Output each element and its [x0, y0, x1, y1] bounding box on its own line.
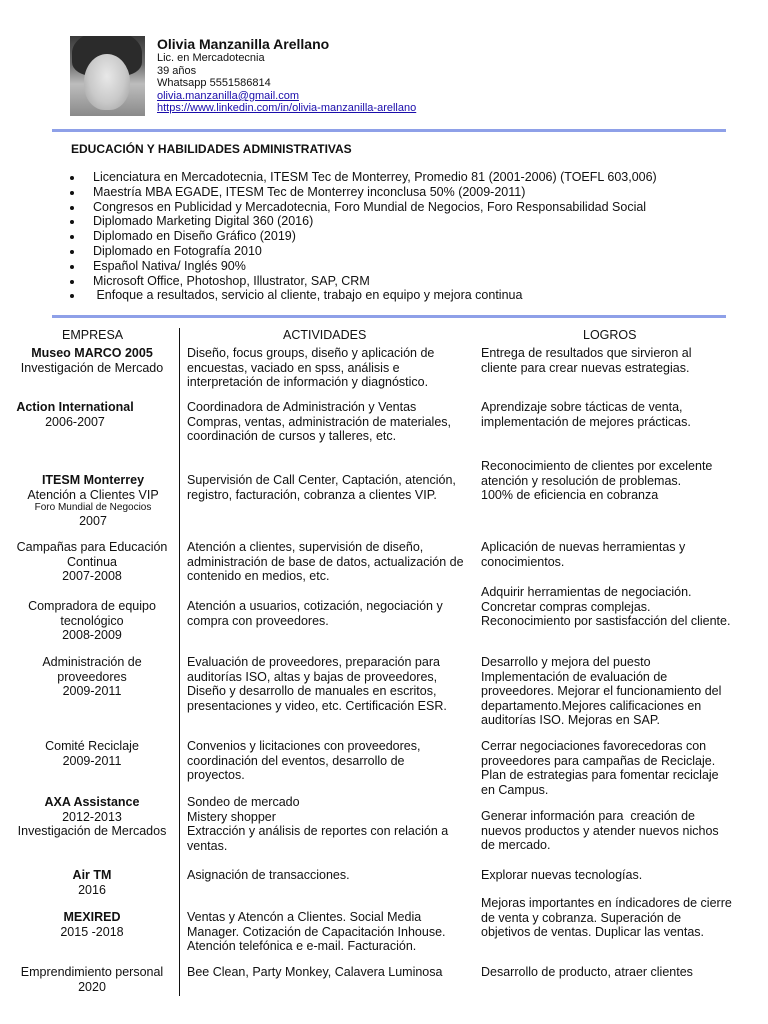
table-row-actividades: Sondeo de mercado Mistery shopper Extracción y análisis de reportes con relación a ventas.: [187, 795, 449, 853]
table-row-actividades: Bee Clean, Party Monkey, Calavera Luminosa: [187, 965, 443, 979]
list-item: Diplomado en Diseño Gráfico (2019): [70, 229, 657, 244]
list-item: Diplomado Marketing Digital 360 (2016): [70, 214, 657, 229]
list-item: Microsoft Office, Photoshop, Illustrator, SAP, CRM: [70, 274, 657, 289]
divider: [52, 315, 726, 318]
table-row-empresa: Administración de proveedores 2009-2011: [42, 655, 142, 698]
table-row-actividades: Ventas y Atencón a Clientes. Social Media Manager. Cotización de Capacitación Inhouse. Atención telefónica e e-mail. Facturación.: [187, 910, 446, 953]
table-row-empresa: ITESM Monterrey Atención a Clientes VIP Foro Mundial de Negocios 2007: [27, 473, 159, 528]
list-item: Congresos en Publicidad y Mercadotecnia, Foro Mundial de Negocios, Foro Responsabilidad Social: [70, 200, 657, 215]
degree: Lic. en Mercadotecnia: [157, 52, 265, 64]
table-row-actividades: Evaluación de proveedores, preparación para auditorías ISO, altas y bajas de proveedores, Diseño y desarrollo de manuales en escritos, presentaciones y video, etc. Certificación ESR.: [187, 655, 447, 713]
table-row-actividades: Atención a clientes, supervisión de diseño, administración de base de datos, actualización de contenido en medios, etc.: [187, 540, 464, 583]
table-row-logros: Aprendizaje sobre tácticas de venta, implementación de mejores prácticas.: [481, 400, 691, 429]
table-row-empresa: Emprendimiento personal 2020: [20, 965, 164, 994]
table-row-empresa: Museo MARCO 2005 Investigación de Mercado: [20, 346, 164, 375]
table-row-logros: Generar información para creación de nuevos productos y atender nuevos nichos de mercado.: [481, 809, 719, 852]
table-row-logros: Entrega de resultados que sirvieron al cliente para crear nuevas estrategias.: [481, 346, 692, 375]
table-row-logros: Reconocimiento de clientes por excelente atención y resolución de problemas. 100% de eficiencia en cobranza: [481, 459, 713, 502]
list-item: Licenciatura en Mercadotecnia, ITESM Tec de Monterrey, Promedio 81 (2001-2006) (TOEFL 603,006): [70, 170, 657, 185]
table-row-logros: Explorar nuevas tecnologías.: [481, 868, 643, 882]
list-item: Diplomado en Fotografía 2010: [70, 244, 657, 259]
list-item: Español Nativa/ Inglés 90%: [70, 259, 657, 274]
phone: Whatsapp 5551586814: [157, 77, 271, 89]
divider: [52, 129, 726, 132]
table-row-empresa: Air TM 2016: [72, 868, 112, 897]
table-row-logros: Desarrollo y mejora del puesto Implementación de evaluación de proveedores. Mejorar el funcionamiento del departamento.Mejores calificaciones en auditorías ISO. Mejoras en SAP.: [481, 655, 722, 727]
column-header-empresa: EMPRESA: [62, 328, 124, 342]
candidate-name: Olivia Manzanilla Arellano: [157, 36, 330, 52]
table-row-logros: Mejoras importantes en índicadores de cierre de venta y cobranza. Superación de objetivos de ventas. Duplicar las ventas.: [481, 896, 732, 939]
table-row-logros: Cerrar negociaciones favorecedoras con proveedores para campañas de Reciclaje. Plan de estrategias para fomentar reciclaje en Campus.: [481, 739, 719, 797]
age: 39 años: [157, 65, 197, 77]
table-row-logros: Adquirir herramientas de negociación. Concretar compras complejas. Reconocimiento por sastisfacción del cliente.: [481, 585, 731, 628]
table-row-logros: Desarrollo de producto, atraer clientes: [481, 965, 693, 979]
table-row-actividades: Supervisión de Call Center, Captación, atención, registro, facturación, cobranza a clientes VIP.: [187, 473, 456, 502]
profile-photo: [70, 36, 145, 116]
column-header-logros: LOGROS: [583, 328, 637, 342]
linkedin-link[interactable]: https://www.linkedin.com/in/olivia-manzanilla-arellano: [157, 102, 417, 114]
table-row-empresa: Compradora de equipo tecnológico 2008-2009: [28, 599, 156, 642]
table-row-empresa: Comité Reciclaje 2009-2011: [45, 739, 139, 768]
list-item: Enfoque a resultados, servicio al cliente, trabajo en equipo y mejora continua: [70, 288, 657, 303]
table-row-empresa: AXA Assistance 2012-2013 Investigación de Mercados: [17, 795, 167, 838]
column-header-actividades: ACTIVIDADES: [283, 328, 367, 342]
table-row-empresa: Campañas para Educación Continua 2007-2008: [16, 540, 168, 583]
list-item: Maestría MBA EGADE, ITESM Tec de Monterrey inconclusa 50% (2009-2011): [70, 185, 657, 200]
table-row-actividades: Diseño, focus groups, diseño y aplicación de encuestas, vaciado en spss, análisis e interpretación de información y diagnóstico.: [187, 346, 435, 389]
table-row-actividades: Atención a usuarios, cotización, negociación y compra con proveedores.: [187, 599, 443, 628]
education-list: [70, 170, 657, 303]
table-row-actividades: Convenios y licitaciones con proveedores, coordinación del eventos, desarrollo de proyectos.: [187, 739, 421, 782]
table-row-logros: Aplicación de nuevas herramientas y conocimientos.: [481, 540, 686, 569]
section-title-education: EDUCACIÓN Y HABILIDADES ADMINISTRATIVAS: [71, 142, 352, 156]
table-row-empresa: MEXIRED 2015 -2018: [60, 910, 124, 939]
table-row-actividades: Coordinadora de Administración y Ventas Compras, ventas, administración de materiales, coordinación de cursos y talleres, etc.: [187, 400, 452, 443]
email-link[interactable]: olivia.manzanilla@gmail.com: [157, 90, 299, 102]
table-row-actividades: Asignación de transacciones.: [187, 868, 350, 882]
table-row-empresa: Action International 2006-2007: [16, 400, 134, 429]
